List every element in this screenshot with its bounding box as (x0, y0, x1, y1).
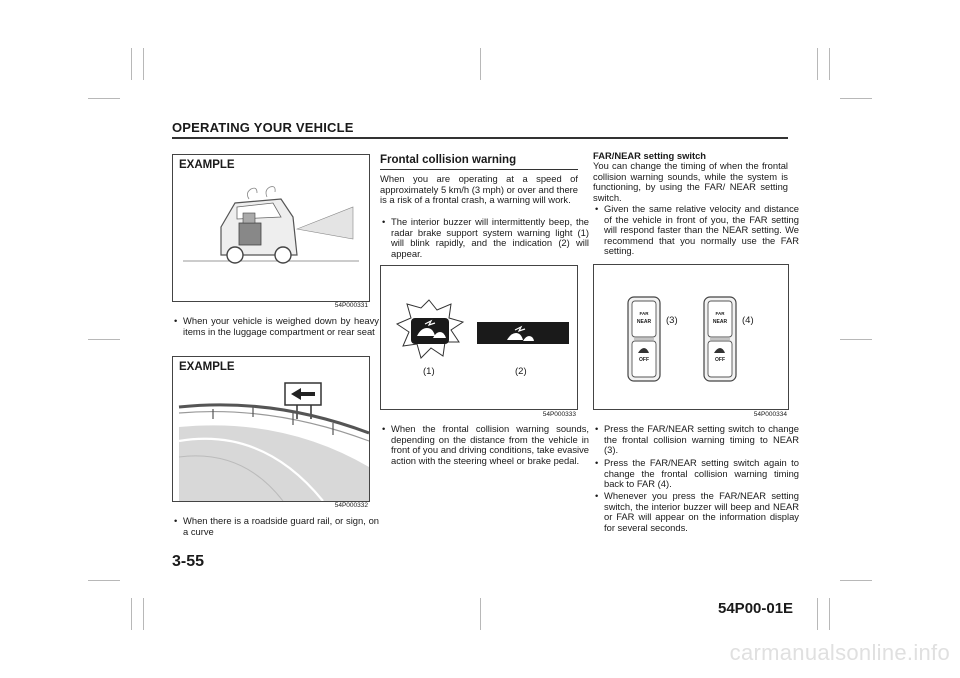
subheading: FAR/NEAR setting switch (593, 150, 707, 161)
crop-mark (817, 598, 818, 630)
crop-mark (829, 598, 830, 630)
bullet-text: Press the FAR/NEAR setting switch again to change the frontal collision warning timing back to FAR (4). (604, 457, 799, 490)
figure-code: 54P000333 (542, 411, 576, 418)
bullet-dot: • (174, 315, 178, 326)
intro-paragraph: You can change the timing of when the frontal collision warning sounds, while the system is functioning, by using the FAR/ NEAR setting switch. (593, 160, 788, 203)
bullet-dot: • (382, 216, 386, 227)
crop-mark (88, 98, 120, 99)
bullet-dot: • (595, 457, 599, 468)
bullet-text: Press the FAR/NEAR setting switch to change the frontal collision warning timing to NEAR (3). (604, 423, 799, 456)
bullet-text: Given the same relative velocity and distance of the vehicle in front of you, the FAR setting will respond faster than the NEAR setting. We recommend that you normally use the FAR setting. (604, 203, 799, 257)
bullet-item (593, 424, 799, 456)
crop-mark (143, 598, 144, 630)
section-header: OPERATING YOUR VEHICLE (172, 120, 354, 135)
crop-mark (480, 48, 481, 80)
switch-near-text: NEAR (712, 319, 728, 325)
switch-far-text: FAR (715, 311, 725, 316)
watermark: carmanualsonline.info (729, 640, 950, 665)
bullet-text: When the frontal collision warning sounds, depending on the distance from the vehicle in front of you and driving conditions, take evasive action with the steering wheel or brake pedal. (391, 423, 589, 466)
crop-mark (480, 598, 481, 630)
switch-far-text: FAR (639, 311, 649, 316)
bullet-item (593, 458, 799, 490)
figure-label: EXAMPLE (179, 361, 235, 373)
page-code: 54P00-01E (718, 600, 794, 617)
bullet-text: When there is a roadside guard rail, or sign, on a curve (183, 515, 379, 537)
bullet-item (380, 424, 589, 466)
crop-mark (840, 339, 872, 340)
figure-warning-indicators (380, 265, 578, 410)
callout-1: (1) (423, 366, 435, 377)
bullet-dot: • (382, 423, 386, 434)
switch-off-text: OFF (639, 357, 649, 363)
guard-rail-illustration (173, 357, 369, 501)
section-heading: Frontal collision warning (380, 154, 517, 166)
car-loaded-illustration (173, 155, 369, 301)
bullet-item (172, 516, 379, 537)
bullet-dot: • (595, 203, 599, 214)
figure-far-near-switch (593, 264, 789, 410)
bullet-text: The interior buzzer will intermittently beep, the radar brake support system warning light (1) will blink rapidly, and the indication (2) will appear. (391, 216, 589, 259)
bullet-text: Whenever you press the FAR/NEAR setting switch, the interior buzzer will beep and NEAR or FAR will appear on the information display for several seconds. (604, 490, 799, 533)
bullet-item (172, 316, 379, 337)
section-rule (380, 169, 578, 170)
figure-label: EXAMPLE (179, 159, 235, 171)
bullet-item (593, 491, 799, 533)
crop-mark (88, 339, 120, 340)
warning-indicators-illustration (381, 266, 577, 409)
bullet-dot: • (595, 423, 599, 434)
crop-mark (829, 48, 830, 80)
callout-2: (2) (515, 366, 527, 377)
figure-code: 54P000331 (334, 302, 368, 309)
crop-mark (817, 48, 818, 80)
crop-mark (131, 598, 132, 630)
crop-mark (88, 580, 120, 581)
crop-mark (840, 580, 872, 581)
page-number: 3-55 (172, 553, 205, 570)
bullet-dot: • (174, 515, 178, 526)
crop-mark (143, 48, 144, 80)
callout-4: (4) (742, 315, 754, 326)
far-near-switch-illustration (594, 265, 788, 409)
figure-guard-rail (172, 356, 370, 502)
figure-code: 54P000332 (334, 502, 368, 509)
bullet-text: When your vehicle is weighed down by heavy items in the luggage compartment or rear seat (183, 315, 379, 337)
crop-mark (840, 98, 872, 99)
header-rule (172, 137, 788, 139)
callout-3: (3) (666, 315, 678, 326)
crop-mark (131, 48, 132, 80)
intro-paragraph: When you are operating at a speed of approximately 5 km/h (3 mph) or over and there is a risk of a frontal crash, a warning will work. (380, 173, 579, 206)
switch-off-text: OFF (715, 357, 725, 363)
switch-near-text: NEAR (636, 319, 652, 325)
bullet-item (380, 217, 589, 259)
bullet-dot: • (595, 490, 599, 501)
bullet-item (593, 204, 799, 257)
figure-code: 54P000334 (753, 411, 787, 418)
figure-heavy-load (172, 154, 370, 302)
